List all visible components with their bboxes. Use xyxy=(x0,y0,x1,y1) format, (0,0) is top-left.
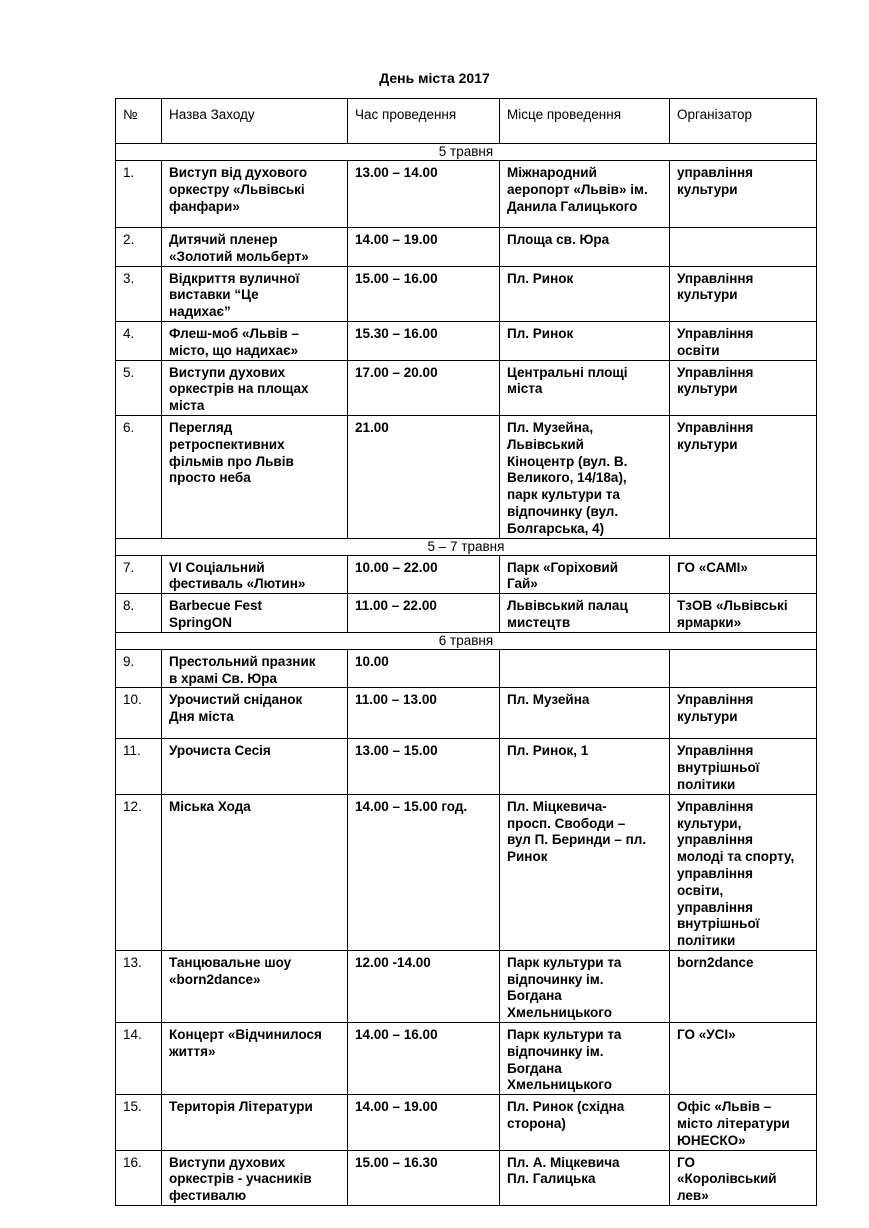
cell-time: 13.00 – 14.00 xyxy=(355,165,438,180)
cell-number: 6. xyxy=(123,419,135,435)
header-organizer: Організатор xyxy=(670,99,817,144)
cell-place-container xyxy=(500,1095,670,1150)
cell-event-name-container xyxy=(162,415,348,538)
cell-organizer-container xyxy=(670,415,817,538)
cell-number-container xyxy=(116,228,162,267)
cell-number: 13. xyxy=(123,954,142,970)
cell-event-name-container xyxy=(162,1023,348,1095)
cell-organizer: Управління культури xyxy=(677,419,754,452)
cell-event-name: Флеш-моб «Львів – місто, що надихає» xyxy=(169,325,299,358)
cell-place-container xyxy=(500,739,670,794)
section-date-label: 5 – 7 травня xyxy=(116,538,817,555)
cell-place-container xyxy=(500,555,670,594)
cell-event-name: Територія Літератури xyxy=(169,1099,313,1115)
cell-organizer: ТзОВ «Львівські ярмарки» xyxy=(677,598,788,630)
cell-event-name: VI Соціальний фестиваль «Лютин» xyxy=(169,559,306,592)
table-row xyxy=(116,555,817,594)
cell-organizer: Управління культури xyxy=(677,270,754,303)
cell-place: Міжнародний аеропорт «Львів» ім. Данила Галицького xyxy=(507,165,648,214)
cell-event-name-container xyxy=(162,739,348,794)
cell-place: Пл. Ринок xyxy=(507,270,574,286)
table-row xyxy=(116,415,817,538)
cell-place: Парк «Горіховий Гай» xyxy=(507,559,619,592)
cell-organizer: Управління культури xyxy=(677,692,754,725)
cell-event-name-container xyxy=(162,1150,348,1205)
cell-place-container xyxy=(500,161,670,228)
cell-event-name: Перегляд ретроспективних фільмів про Львів просто неба xyxy=(169,419,294,486)
cell-event-name: Виступи духових оркестрів - учасників фестивалю xyxy=(169,1154,312,1204)
cell-number: 11. xyxy=(123,743,141,759)
table-row xyxy=(116,950,817,1022)
header-event-name: Назва Заходу xyxy=(162,99,348,144)
cell-time-container xyxy=(348,161,500,228)
cell-organizer: ГО «Королівський лев» xyxy=(677,1154,777,1204)
table-row xyxy=(116,594,817,633)
date-section-row xyxy=(116,144,817,161)
cell-place-container xyxy=(500,1023,670,1095)
table-row xyxy=(116,1023,817,1095)
section-date-label: 5 травня xyxy=(116,144,817,161)
cell-time: 14.00 – 15.00 год. xyxy=(355,798,468,814)
header-time: Час проведення xyxy=(348,99,500,144)
cell-time: 14.00 – 19.00 xyxy=(355,232,438,247)
cell-place-container xyxy=(500,415,670,538)
cell-place-container xyxy=(500,228,670,267)
cell-organizer-container xyxy=(670,794,817,950)
cell-organizer-container xyxy=(670,688,817,739)
cell-number-container xyxy=(116,1150,162,1205)
cell-time-container xyxy=(348,1023,500,1095)
cell-event-name: Виступ від духового оркестру «Львівські фанфари» xyxy=(169,165,308,214)
cell-event-name: Танцювальне шоу «born2dance» xyxy=(169,954,292,987)
cell-number: 10. xyxy=(123,692,142,708)
cell-place: Пл. А. Міцкевича Пл. Галицька xyxy=(507,1154,620,1187)
cell-number-container xyxy=(116,594,162,633)
section-date-label: 6 травня xyxy=(116,632,817,649)
cell-event-name-container xyxy=(162,321,348,360)
cell-number-container xyxy=(116,649,162,688)
cell-place-container xyxy=(500,266,670,321)
cell-number: 12. xyxy=(123,798,142,814)
cell-number-container xyxy=(116,1023,162,1095)
cell-time: 11.00 – 13.00 xyxy=(355,692,437,708)
cell-organizer-container xyxy=(670,1095,817,1150)
cell-event-name: Урочистий сніданок Дня міста xyxy=(169,692,303,725)
cell-organizer: ГО «САМІ» xyxy=(677,559,748,575)
header-number: № xyxy=(116,99,162,144)
cell-event-name-container xyxy=(162,228,348,267)
cell-number: 7. xyxy=(123,559,135,575)
cell-place-container xyxy=(500,594,670,633)
cell-time: 12.00 -14.00 xyxy=(355,954,431,970)
cell-event-name: Престольний празник в храмі Св. Юра xyxy=(169,653,316,686)
cell-organizer-container xyxy=(670,950,817,1022)
cell-time-container xyxy=(348,415,500,538)
cell-time-container xyxy=(348,321,500,360)
cell-event-name-container xyxy=(162,266,348,321)
cell-organizer-container xyxy=(670,228,817,267)
cell-place: Парк культури та відпочинку ім. Богдана Хмельницького xyxy=(507,954,622,1021)
cell-place-container xyxy=(500,321,670,360)
cell-organizer-container xyxy=(670,649,817,688)
table-header-row xyxy=(116,99,817,144)
cell-time: 13.00 – 15.00 xyxy=(355,743,438,759)
cell-time: 15.30 – 16.00 xyxy=(355,325,438,341)
cell-time: 14.00 – 19.00 xyxy=(355,1099,438,1115)
cell-organizer: Офіс «Львів – місто літератури ЮНЕСКО» xyxy=(677,1099,790,1148)
cell-number: 3. xyxy=(123,270,135,286)
cell-event-name-container xyxy=(162,794,348,950)
cell-event-name: Відкриття вуличної виставки “Це надихає” xyxy=(169,270,300,320)
cell-time-container xyxy=(348,594,500,633)
cell-number: 4. xyxy=(123,325,135,341)
cell-place-container xyxy=(500,688,670,739)
cell-number: 8. xyxy=(123,598,135,614)
header-place: Місце проведення xyxy=(500,99,670,144)
table-row xyxy=(116,739,817,794)
cell-place-container xyxy=(500,649,670,688)
table-row xyxy=(116,161,817,228)
cell-place: Центральні площі міста xyxy=(507,364,628,397)
cell-number-container xyxy=(116,266,162,321)
cell-time-container xyxy=(348,649,500,688)
table-row xyxy=(116,794,817,950)
cell-organizer-container xyxy=(670,360,817,415)
cell-organizer-container xyxy=(670,1023,817,1095)
cell-number-container xyxy=(116,415,162,538)
cell-place-container xyxy=(500,1150,670,1205)
cell-number-container xyxy=(116,321,162,360)
cell-event-name-container xyxy=(162,688,348,739)
cell-place-container xyxy=(500,794,670,950)
cell-number: 2. xyxy=(123,232,135,247)
cell-place-container xyxy=(500,360,670,415)
cell-place: Пл. Музейна xyxy=(507,692,590,708)
cell-number-container xyxy=(116,688,162,739)
cell-place: Пл. Музейна, Львівський Кіноцентр (вул. В. Великого, 14/18а), парк культури та відпочинку (вул. Болгарська, 4) xyxy=(507,419,628,536)
date-section-row xyxy=(116,632,817,649)
cell-time-container xyxy=(348,228,500,267)
cell-time: 17.00 – 20.00 xyxy=(355,364,438,380)
cell-organizer: born2dance xyxy=(677,954,754,970)
cell-number-container xyxy=(116,794,162,950)
cell-organizer-container xyxy=(670,266,817,321)
cell-event-name-container xyxy=(162,950,348,1022)
cell-place: Площа св. Юра xyxy=(507,232,610,247)
cell-number-container xyxy=(116,1095,162,1150)
cell-place: Пл. Ринок (східна сторона) xyxy=(507,1099,625,1132)
cell-time: 15.00 – 16.00 xyxy=(355,270,438,286)
cell-event-name-container xyxy=(162,594,348,633)
cell-number-container xyxy=(116,950,162,1022)
cell-organizer-container xyxy=(670,321,817,360)
cell-organizer: Управління внутрішньої політики xyxy=(677,743,760,792)
table-row xyxy=(116,649,817,688)
cell-time-container xyxy=(348,1150,500,1205)
cell-number: 5. xyxy=(123,364,135,380)
cell-event-name: Урочиста Сесія xyxy=(169,743,271,759)
table-body xyxy=(116,144,817,1206)
cell-organizer-container xyxy=(670,739,817,794)
cell-place: Пл. Ринок, 1 xyxy=(507,743,589,759)
cell-number: 14. xyxy=(123,1027,142,1043)
cell-time: 14.00 – 16.00 xyxy=(355,1027,438,1043)
cell-number-container xyxy=(116,360,162,415)
cell-time-container xyxy=(348,794,500,950)
cell-event-name-container xyxy=(162,1095,348,1150)
table-row xyxy=(116,360,817,415)
cell-time: 21.00 xyxy=(355,419,389,435)
date-section-row xyxy=(116,538,817,555)
cell-time: 10.00 xyxy=(355,653,389,669)
cell-event-name-container xyxy=(162,360,348,415)
cell-time-container xyxy=(348,688,500,739)
cell-organizer: Управління культури xyxy=(677,364,754,397)
cell-organizer: Управління культури, управління молоді та спорту, управління освіти, управління внутрішньої політики xyxy=(677,798,795,949)
cell-place: Пл. Ринок xyxy=(507,325,574,341)
cell-time: 10.00 – 22.00 xyxy=(355,559,438,575)
cell-event-name: Дитячий пленер «Золотий мольберт» xyxy=(169,232,309,264)
cell-place-container xyxy=(500,950,670,1022)
cell-event-name: Концерт «Відчинилося життя» xyxy=(169,1027,322,1059)
cell-event-name: Виступи духових оркестрів на площах міста xyxy=(169,364,309,414)
cell-time-container xyxy=(348,360,500,415)
cell-organizer-container xyxy=(670,161,817,228)
table-row xyxy=(116,228,817,267)
cell-number: 9. xyxy=(123,653,135,669)
cell-organizer-container xyxy=(670,594,817,633)
cell-organizer: управління культури xyxy=(677,165,754,197)
cell-number-container xyxy=(116,555,162,594)
cell-number: 16. xyxy=(123,1154,142,1170)
cell-event-name: Міська Хода xyxy=(169,798,251,814)
cell-organizer: ГО «УСІ» xyxy=(677,1027,736,1043)
cell-event-name-container xyxy=(162,555,348,594)
page-title: День міста 2017 xyxy=(379,70,490,86)
cell-time: 15.00 – 16.30 xyxy=(355,1154,438,1170)
schedule-table xyxy=(115,98,817,1206)
cell-time-container xyxy=(348,266,500,321)
cell-number-container xyxy=(116,739,162,794)
table-row xyxy=(116,1095,817,1150)
cell-organizer-container xyxy=(670,555,817,594)
cell-event-name-container xyxy=(162,161,348,228)
cell-time: 11.00 – 22.00 xyxy=(355,598,437,614)
cell-time-container xyxy=(348,555,500,594)
cell-time-container xyxy=(348,950,500,1022)
table-row xyxy=(116,1150,817,1205)
cell-organizer-container xyxy=(670,1150,817,1205)
cell-place: Парк культури та відпочинку ім. Богдана Хмельницького xyxy=(507,1027,622,1093)
cell-place: Пл. Міцкевича- просп. Свободи – вул П. Беринди – пл. Ринок xyxy=(507,798,647,865)
cell-time-container xyxy=(348,1095,500,1150)
table-row xyxy=(116,266,817,321)
cell-event-name: Barbecue Fest SpringON xyxy=(169,598,263,630)
table-row xyxy=(116,688,817,739)
cell-organizer: Управління освіти xyxy=(677,325,754,358)
cell-number: 1. xyxy=(123,165,135,180)
table-row xyxy=(116,321,817,360)
cell-number-container xyxy=(116,161,162,228)
cell-number: 15. xyxy=(123,1099,142,1115)
cell-place: Львівський палац мистецтв xyxy=(507,598,628,630)
cell-time-container xyxy=(348,739,500,794)
cell-event-name-container xyxy=(162,649,348,688)
